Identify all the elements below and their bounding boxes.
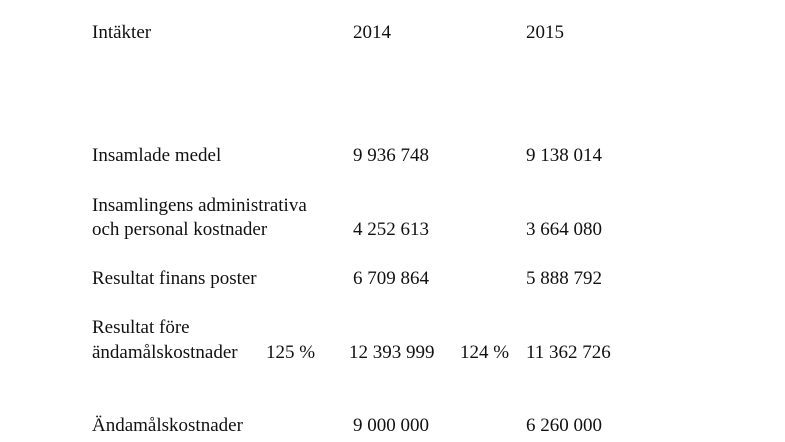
row-finans-2015: 5 888 792 [526, 268, 602, 289]
row-resultat-label-line1: Resultat före [92, 317, 190, 338]
row-insamlade-medel-label: Insamlade medel [92, 145, 222, 166]
row-resultat-2015: 11 362 726 [526, 342, 611, 363]
row-andamal-2014: 9 000 000 [353, 415, 429, 436]
row-resultat-label-line2: ändamålskostnader [92, 342, 238, 363]
row-resultat-2014: 12 393 999 [349, 342, 435, 363]
row-andamal-2015: 6 260 000 [526, 415, 602, 436]
row-insamlade-medel-2014: 9 936 748 [353, 145, 429, 166]
row-insamlade-medel-2015: 9 138 014 [526, 145, 602, 166]
row-finans-2014: 6 709 864 [353, 268, 429, 289]
header-year-2015: 2015 [526, 22, 564, 43]
row-resultat-pct-2015: 124 % [460, 342, 510, 363]
header-label: Intäkter [92, 22, 152, 43]
row-admin-2015: 3 664 080 [526, 219, 602, 240]
row-admin-label-line1: Insamlingens administrativa [92, 195, 307, 216]
row-finans-label: Resultat finans poster [92, 268, 257, 289]
row-andamal-label: Ändamålskostnader [92, 415, 243, 436]
row-admin-2014: 4 252 613 [353, 219, 429, 240]
row-resultat-pct-2014: 125 % [266, 342, 316, 363]
row-admin-label-line2: och personal kostnader [92, 219, 268, 240]
header-year-2014: 2014 [353, 22, 391, 43]
